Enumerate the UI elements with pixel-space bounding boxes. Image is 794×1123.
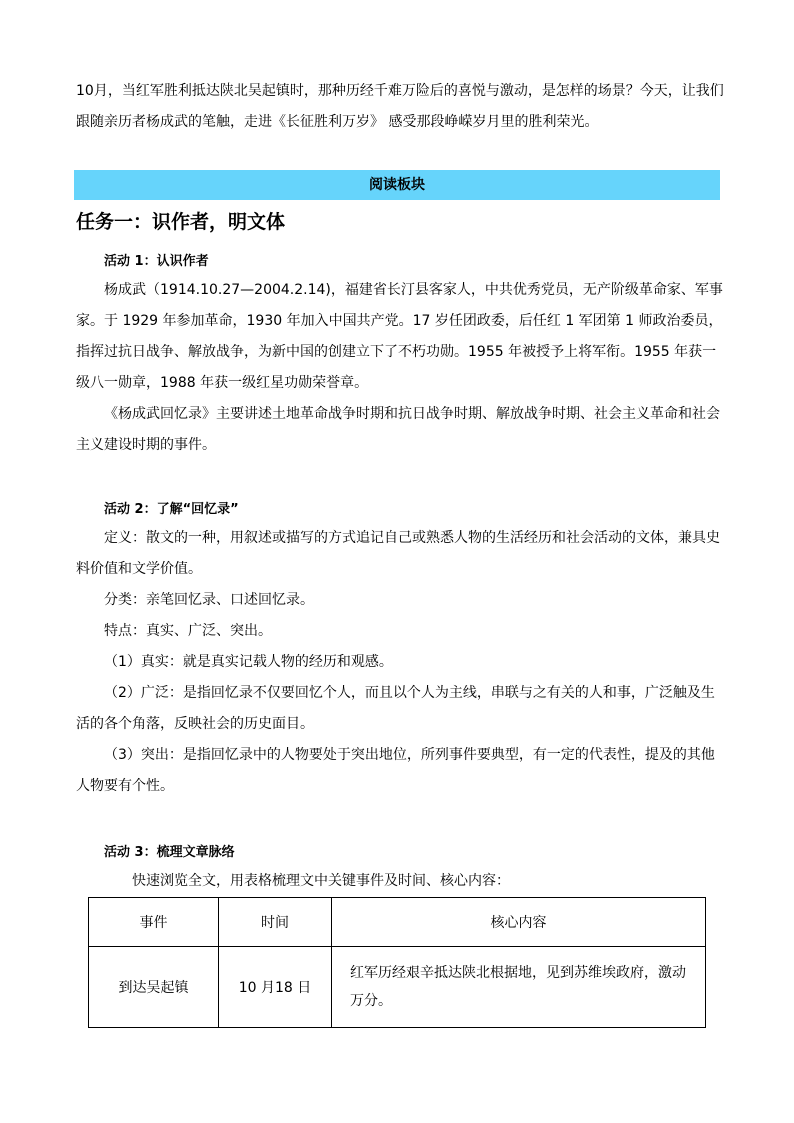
activity1-author-paragraph: 杨成武（1914.10.27—2004.2.14)，福建省长汀县客家人，中共优秀党员，无产阶级革命家、军事家。于 1929 年参加革命，1930 年加入中国共产党。17 岁任团政委，后任红 1 军团第 1 师政治委员，指挥过抗日战争、解放战争，为新中国的创建立下了不朽功勋。1955 年被授予上将军衔。1955 年获一级八一勋章，1988 年获一级红星功勋荣誉章。: [76, 282, 723, 391]
intro-line-2: 跟随亲历者杨成武的笔触，走进《长征胜利万岁》 感受那段峥嵘岁月里的胜利荣光。: [76, 114, 599, 130]
activity2-feature-3: （3）突出：是指回忆录中的人物要处于突出地位，所列事件要典型，有一定的代表性，提及的其他人物要有个性。: [76, 747, 715, 794]
intro-line-1: 10月，当红军胜利抵达陕北吴起镇时，那种历经千难万险后的喜悦与激动，是怎样的场景？今天，让我们: [76, 83, 724, 99]
activity2-definition: 定义：散文的一种，用叙述或描写的方式追记自己或熟悉人物的生活经历和社会活动的文体，兼具史料价值和文学价值。: [76, 530, 720, 577]
table-header-row: [89, 898, 706, 947]
table-header-cell: 核心内容: [332, 898, 706, 947]
activity3-instruction: 快速浏览全文，用表格梳理文中关键事件及时间、核心内容：: [132, 873, 510, 889]
activity2-feature-2: （2）广泛：是指回忆录不仅要回忆个人，而且以个人为主线，串联与之有关的人和事，广泛触及生活的各个角落，反映社会的历史面目。: [76, 685, 715, 732]
table-cell-core: 红军历经艰辛抵达陕北根据地，见到苏维埃政府，激动万分。: [332, 947, 706, 1028]
activity1-title: 活动 1：认识作者: [104, 254, 209, 269]
activity1-memoir-paragraph: 《杨成武回忆录》主要讲述土地革命战争时期和抗日战争时期、解放战争时期、社会主义革命和社会主义建设时期的事件。: [76, 406, 720, 453]
activity2-features: 特点：真实、广泛、突出。: [104, 623, 272, 639]
task1-title: 任务一：识作者，明文体: [76, 211, 286, 233]
activity2-category: 分类：亲笔回忆录、口述回忆录。: [104, 592, 314, 608]
table-cell-event: 到达吴起镇: [89, 947, 219, 1028]
activity2-title: 活动 2：了解“回忆录”: [104, 502, 239, 517]
table-cell-time: 10 月18 日: [219, 947, 332, 1028]
events-table: [88, 897, 706, 1028]
activity3-title: 活动 3：梳理文章脉络: [104, 845, 235, 860]
table-header-cell: 时间: [219, 898, 332, 947]
section-banner: 阅读板块: [74, 170, 720, 200]
activity2-feature-1: （1）真实：就是真实记载人物的经历和观感。: [104, 654, 393, 670]
table-header-cell: 事件: [89, 898, 219, 947]
table-row: [89, 947, 706, 1028]
